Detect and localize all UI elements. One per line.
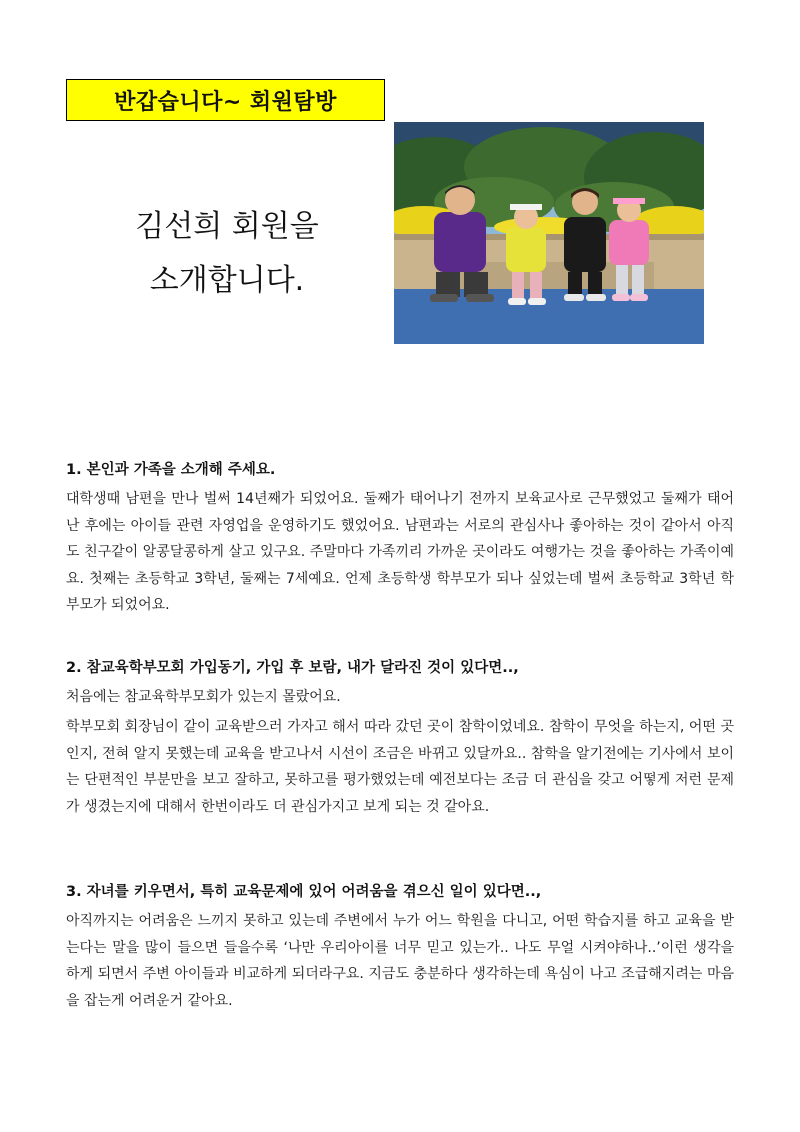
banner-title: 반갑습니다~ 회원탐방 — [114, 89, 337, 115]
intro-title-line2: 소개합니다. — [149, 263, 305, 298]
answer-2-paragraph-1: 처음에는 참교육학부모회가 있는지 몰랐어요. — [66, 689, 341, 705]
family-photo — [394, 122, 704, 344]
question-1: 1. 본인과 가족을 소개해 주세요. — [66, 462, 276, 478]
question-2: 2. 참교육학부모회 가입동기, 가입 후 보람, 내가 달라진 것이 있다면.., — [66, 660, 519, 676]
section-banner — [66, 79, 385, 121]
question-3: 3. 자녀를 키우면서, 특히 교육문제에 있어 어려움을 겪으신 일이 있다면.., — [66, 884, 542, 900]
intro-title-line1: 김선희 회원을 — [135, 209, 319, 244]
answer-3-paragraph-1: 아직까지는 어려움은 느끼지 못하고 있는데 주변에서 누가 어느 학원을 다니고, 어떤 학습지를 하고 교육을 받는다는 말을 많이 들으면 들을수록 ‘나만 우리아이를 너무 믿고 있는가.. 나도 무얼 시켜야하나..’이런 생각을 하게 되면서 주변 아이들과 비교하게 되더라구요. 지금도 충분하다 생각하는데 욕심이 나고 조급해지려는 마음을 잡는게 어려운거 같아요. — [66, 913, 734, 1009]
answer-2-paragraph-2: 학부모회 회장님이 같이 교육받으러 가자고 해서 따라 갔던 곳이 참학이었네요. 참학이 무엇을 하는지, 어떤 곳인지, 전혀 알지 못했는데 교육을 받고나서 시선이 조금은 바뀌고 있달까요.. 참학을 알기전에는 기사에서 보이는 단편적인 부분만을 보고 잘하고, 못하고를 평가했었는데 예전보다는 조금 더 관심을 갖고 어떻게 저런 문제가 생겼는지에 대해서 한번이라도 더 관심가지고 보게 되는 것 같아요. — [66, 719, 734, 815]
answer-1-paragraph-1: 대학생때 남편을 만나 벌써 14년째가 되었어요. 둘째가 태어나기 전까지 보육교사로 근무했었고 둘째가 태어난 후에는 아이들 관련 자영업을 운영하기도 했었어요. 남편과는 서로의 관심사나 좋아하는 것이 같아서 아직도 친구같이 알콩달콩하게 살고 있구요. 주말마다 가족끼리 가까운 곳이라도 여행가는 것을 좋아하는 가족이예요. 첫째는 초등학교 3학년, 둘째는 7세예요. 언제 초등학생 학부모가 되나 싶었는데 벌써 초등학교 3학년 학부모가 되었어요. — [66, 491, 734, 614]
